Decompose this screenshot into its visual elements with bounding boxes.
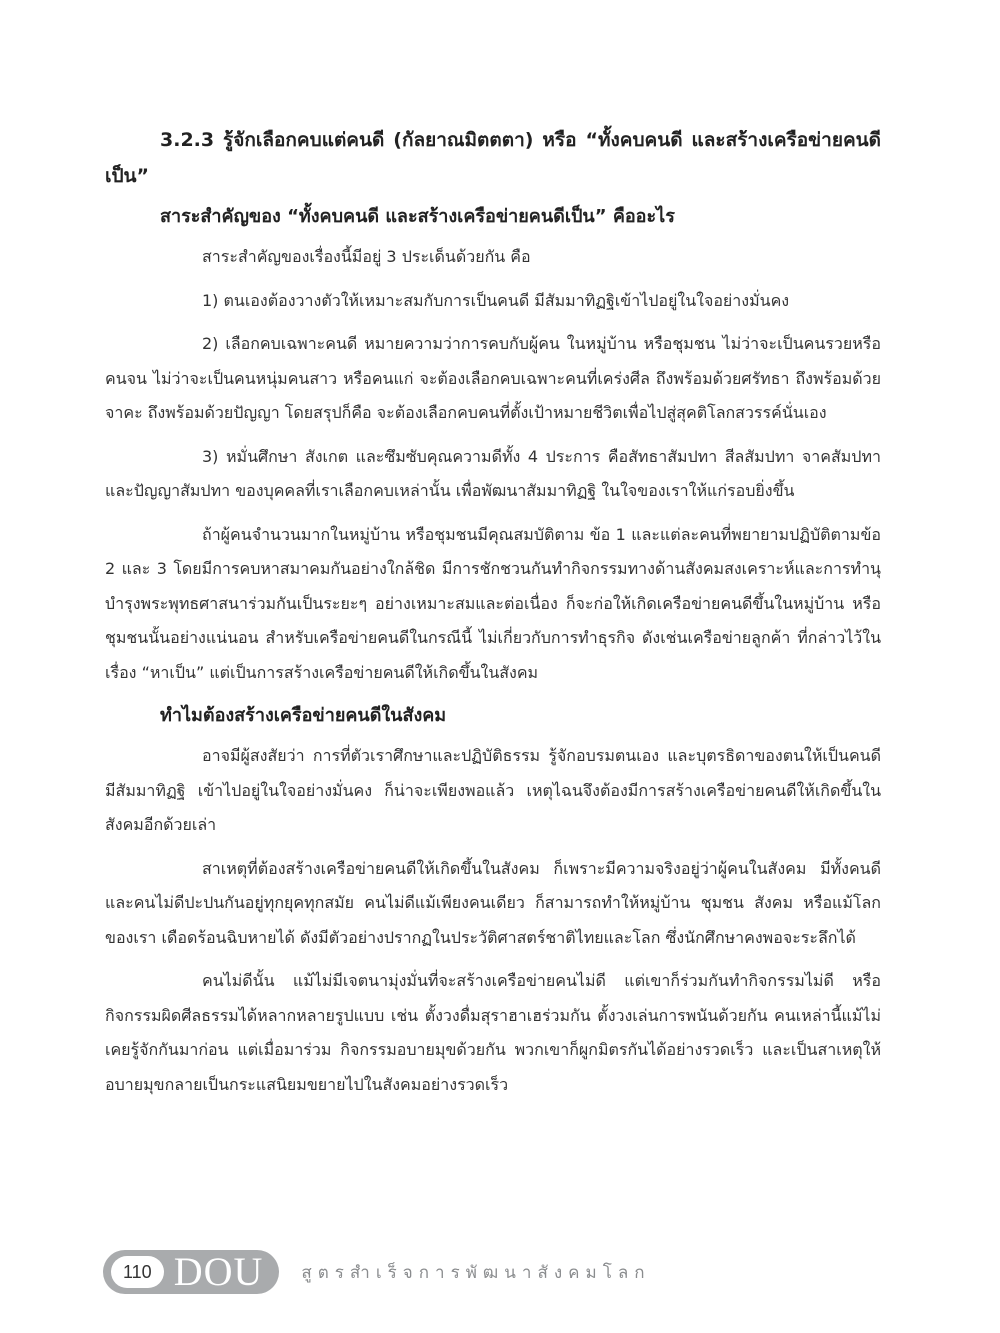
paragraph: ถ้าผู้คนจำนวนมากในหมู่บ้าน หรือชุมชนมีคุณสมบัติตาม ข้อ 1 และแต่ละคนที่พยายามปฏิบัติตามข้อ 2 และ 3 โดยมีการคบหาสมาคมกันอย่างใกล้ชิด มีการชักชวนกันทำกิจกรรมทางด้านสังคมสงเคราะห์และการทำนุบำรุงพระพุทธศาสนาร่วมกันเป็นระยะๆ อย่างเหมาะสมและต่อเนื่อง ก็จะก่อให้เกิดเครือข่ายคนดีขึ้นในหมู่บ้าน หรือชุมชนนั้นอย่างแน่นอน สำหรับเครือข่ายคนดีในกรณีนี้ ไม่เกี่ยวกับการทำธุรกิจ ดังเช่นเครือข่ายลูกค้า ที่กล่าวไว้ในเรื่อง “หาเป็น” แต่เป็นการสร้างเครือข่ายคนดีให้เกิดขึ้นในสังคม [105,524,881,682]
paragraph: อาจมีผู้สงสัยว่า การที่ตัวเราศึกษาและปฏิบัติธรรม รู้จักอบรมตนเอง และบุตรธิดาของตนให้เป็นคนดีมีสัมมาทิฏฐิ เข้าไปอยู่ในใจอย่างมั่นคง ก็น่าจะเพียงพอแล้ว เหตุไฉนจึงต้องมีการสร้างเครือข่ายคนดีให้เกิดขึ้นในสังคมอีกด้วยเล่า [105,746,881,834]
page-number: 110 [111,1256,164,1288]
footer-badge [103,1250,279,1294]
subsection-title: ทำไมต้องสร้างเครือข่ายคนดีในสังคม [160,705,447,726]
paragraph: 2) เลือกคบเฉพาะคนดี หมายความว่าการคบกับผู้คน ในหมู่บ้าน หรือชุมชน ไม่ว่าจะเป็นคนรวยหรือคนจน ไม่ว่าจะเป็นคนหนุ่มคนสาว หรือคนแก่ จะต้องเลือกคบเฉพาะคนที่เคร่งศีล ถึงพร้อมด้วยศรัทธา ถึงพร้อมด้วยจาคะ ถึงพร้อมด้วยปัญญา โดยสรุปก็คือ จะต้องเลือกคบคนที่ตั้งเป้าหมายชีวิตเพื่อไปสู่สุคติโลกสวรรค์นั่นเอง [105,334,881,422]
paragraph: สาเหตุที่ต้องสร้างเครือข่ายคนดีให้เกิดขึ้นในสังคม ก็เพราะมีความจริงอยู่ว่าผู้คนในสังคม มีทั้งคนดีและคนไม่ดีปะปนกันอยู่ทุกยุคทุกสมัย คนไม่ดีแม้เพียงคนเดียว ก็สามารถทำให้หมู่บ้าน ชุมชน สังคม หรือแม้โลกของเรา เดือดร้อนฉิบหายได้ ดังมีตัวอย่างปรากฏในประวัติศาสตร์ชาติไทยและโลก ซึ่งนักศึกษาคงพอจะระลึกได้ [105,858,881,947]
subsection-title: สาระสำคัญของ “ทั้งคบคนดี และสร้างเครือข่ายคนดีเป็น” คืออะไร [160,206,675,227]
dou-logo: DOU [173,1249,264,1294]
paragraph: สาระสำคัญของเรื่องนี้มีอยู่ 3 ประเด็นด้วยกัน คือ [202,247,531,266]
book-title: สูตรสำเร็จการพัฒนาสังคมโลก [301,1262,651,1283]
section-heading: 3.2.3 รู้จักเลือกคบแต่คนดี (กัลยาณมิตตตา) หรือ “ทั้งคบคนดี และสร้างเครือข่ายคนดีเป็น” [105,129,881,187]
paragraph: 3) หมั่นศึกษา สังเกต และซึมซับคุณความดีทั้ง 4 ประการ คือสัทธาสัมปทา สีลสัมปทา จาคสัมปทา และปัญญาสัมปทา ของบุคคลที่เราเลือกคบเหล่านั้น เพื่อพัฒนาสัมมาทิฏฐิ ในใจของเราให้แก่รอบยิ่งขึ้น [105,446,881,500]
paragraph: คนไม่ดีนั้น แม้ไม่มีเจตนามุ่งมั่นที่จะสร้างเครือข่ายคนไม่ดี แต่เขาก็ร่วมกันทำกิจกรรมไม่ดี หรือกิจกรรมผิดศีลธรรมได้หลากหลายรูปแบบ เช่น ตั้งวงดื่มสุราฮาเฮร่วมกัน ตั้งวงเล่นการพนันด้วยกัน คนเหล่านี้แม้ไม่เคยรู้จักกันมาก่อน แต่เมื่อมาร่วม กิจกรรมอบายมุขด้วยกัน พวกเขาก็ผูกมิตรกันได้อย่างรวดเร็ว และเป็นสาเหตุให้อบายมุขกลายเป็นกระแสนิยมขยายไปในสังคมอย่างรวดเร็ว [105,971,881,1094]
page-content [105,122,881,1111]
page-footer [103,1247,651,1297]
paragraph: 1) ตนเองต้องวางตัวให้เหมาะสมกับการเป็นคนดี มีสัมมาทิฏฐิเข้าไปอยู่ในใจอย่างมั่นคง [202,290,790,310]
